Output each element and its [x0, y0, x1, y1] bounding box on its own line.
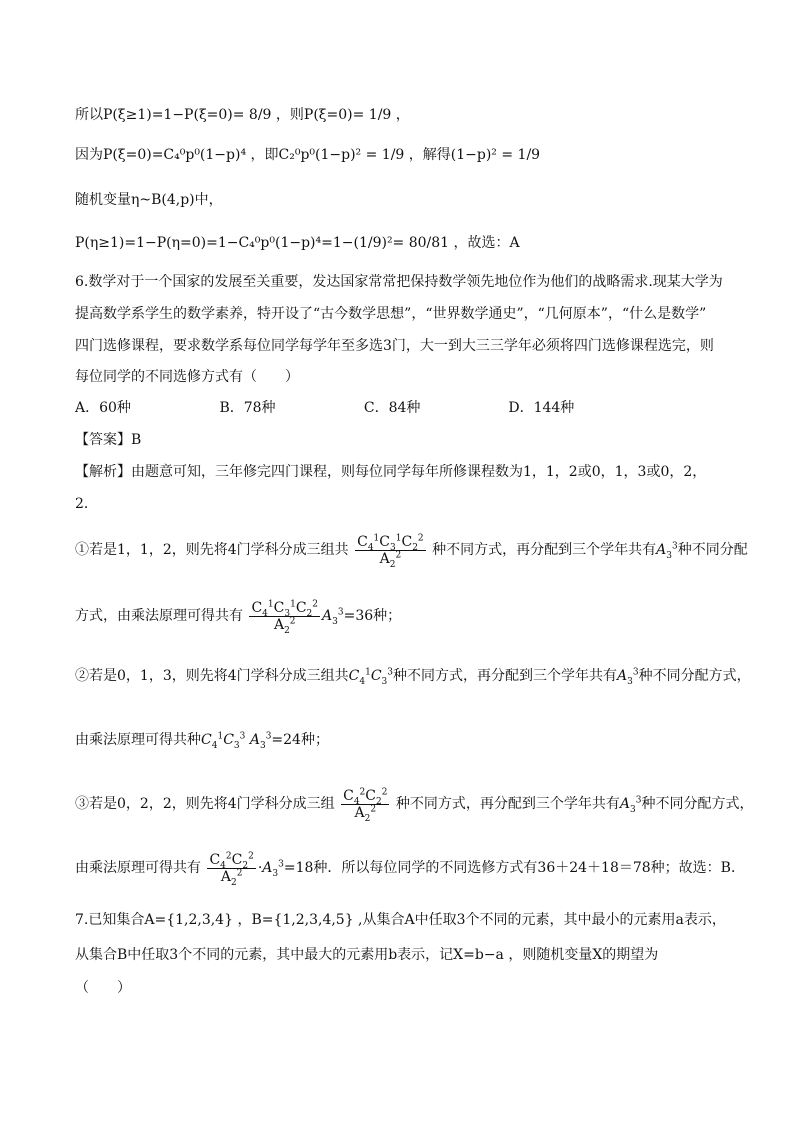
- case-3-line-2: 由乘法原理可得共有 $\frac{C_4^2C_2^2}{A_2^2}$ $\cdot A_3^3=18$种．所以每位同学的不同选修方式有36＋24＋18＝78种；故选：B．: [75, 850, 745, 888]
- text-l2: 因为P(ξ=0)=C₄⁰p⁰(1−p)⁴ ，即C₂⁰p⁰(1−p)² = 1/9 ，解得(1−p)² = 1/9: [75, 147, 541, 163]
- formula-c1-group: $\frac{C_4^1C_3^1C_2^2}{A_2^2}$: [357, 532, 424, 570]
- text-anaB: 2．: [75, 496, 98, 512]
- text-q7a: 7.已知集合A={1,2,3,4} ，B={1,2,3,4,5} ,从集合A中任取3个不同的元素，其中最小的元素用a表示，: [75, 912, 726, 928]
- text-anaA: 【解析】由题意可知，三年修完四门课程，则每位同学每年所修课程数为1，1，2或0，1，3或0，2，: [75, 464, 707, 480]
- option-c: C．84种: [363, 400, 421, 416]
- text-q6c: 四门选修课程，要求数学系每位同学每学年至多选3门，大一到大三三学年必须将四门选修课程选完，则: [75, 338, 714, 354]
- solution-line-4: [75, 233, 754, 253]
- text-c3d: 由乘法原理可得共有: [75, 860, 201, 876]
- option-a: A．60种: [75, 400, 131, 416]
- solution-line-3: [75, 190, 754, 210]
- text-c2a: ②若是0，1，3，则先将4门学科分成三组共: [75, 668, 349, 684]
- text-q7c: （ ）: [75, 980, 131, 996]
- analysis-line-2: [75, 494, 754, 514]
- text-l3: 随机变量η~B(4,p)中，: [75, 192, 223, 208]
- text-q6d: 每位同学的不同选修方式有（ ）: [75, 369, 299, 385]
- text-c1b: 种不同方式，再分配到三个学年共有: [432, 542, 657, 558]
- text-q6b: 提高数学系学生的数学素养，特开设了“古今数学思想”，“世界数学通史”，“几何原本”，“什么是数学”: [75, 306, 707, 322]
- solution-line-2: [75, 145, 754, 165]
- text-c3b: 种不同方式，再分配到三个学年共有: [395, 796, 620, 812]
- text-c1e: =36种；: [343, 608, 402, 624]
- text-c2b: 种不同方式，再分配到三个学年共有: [393, 668, 618, 684]
- question-6-options: [75, 398, 754, 418]
- text-c1a: ①若是1，1，2，则先将4门学科分成三组共: [75, 542, 349, 558]
- formula-c1-total: $\frac{C_4^1C_3^1C_2^2}{A_2^2}$: [251, 598, 319, 636]
- question-6-line-3: [75, 336, 754, 356]
- formula-c3-total: $\frac{C_4^2C_2^2}{A_2^2}$: [209, 850, 254, 888]
- text-answer: 【答案】B: [75, 432, 142, 448]
- text-c2c: 种不同分配方式，: [638, 668, 751, 684]
- question-6-line-1: [75, 272, 754, 292]
- text-c1c: 种不同分配: [677, 542, 748, 558]
- formula-c3-group: $\frac{C_4^2C_2^2}{A_2^2}$: [343, 786, 388, 824]
- question-7-line-1: [75, 910, 754, 930]
- case-2-line-2: 由乘法原理可得共种$C_4^1C_3^3$ $A_3^3=24$种；: [75, 731, 329, 751]
- case-3-line-1: ③若是0，2，2，则先将4门学科分成三组 $\frac{C_4^2C_2^2}{A_2^2}$ 种不同方式，再分配到三个学年共有$A_3^3$种不同分配方式，: [75, 786, 754, 824]
- case-1-line-1: ①若是1，1，2，则先将4门学科分成三组共 $\frac{C_4^1C_3^1C_2^2}{A_2^2}$ 种不同方式，再分配到三个学年共有$A_3^3$种不同分配: [75, 532, 748, 570]
- text-c3e: =18种．所以每位同学的不同选修方式有36＋24＋18＝78种；故选：B．: [283, 860, 745, 876]
- solution-line-1: [75, 105, 754, 125]
- case-2-line-1: ②若是0，1，3，则先将4门学科分成三组共$C_4^1C_3^3$种不同方式，再分配到三个学年共有$A_3^3$种不同分配方式，: [75, 667, 751, 687]
- text-c3a: ③若是0，2，2，则先将4门学科分成三组: [75, 796, 335, 812]
- text-l1: 所以P(ξ≥1)=1−P(ξ=0)= 8/9 ，则P(ξ=0)= 1/9 ，: [75, 107, 410, 123]
- text-c2d: 由乘法原理可得共种: [75, 732, 201, 748]
- text-c3c: 种不同分配方式，: [641, 796, 754, 812]
- analysis-line-1: [75, 462, 754, 482]
- text-q6a: 6.数学对于一个国家的发展至关重要，发达国家常常把保持数学领先地位作为他们的战略需求.现某大学为: [75, 274, 723, 290]
- text-l4: P(η≥1)=1−P(η=0)=1−C₄⁰p⁰(1−p)⁴=1−(1/9)²= 80/81 ，故选：A: [75, 235, 520, 251]
- text-c1d: 方式，由乘法原理可得共有: [75, 608, 243, 624]
- text-q7b: 从集合B中任取3个不同的元素，其中最大的元素用b表示，记X=b−a ，则随机变量X的期望为: [75, 947, 659, 963]
- question-6-line-2: [75, 304, 754, 324]
- question-7-line-2: [75, 945, 754, 965]
- question-6-line-4: [75, 367, 754, 387]
- case-1-line-2: 方式，由乘法原理可得共有 $\frac{C_4^1C_3^1C_2^2}{A_2^2}$ $A_3^3=36$种；: [75, 598, 402, 636]
- answer-line: [75, 430, 754, 450]
- question-7-line-3: [75, 978, 754, 998]
- option-d: D．144种: [508, 400, 575, 416]
- option-b: B．78种: [219, 400, 276, 416]
- text-c2e: =24种；: [271, 732, 329, 748]
